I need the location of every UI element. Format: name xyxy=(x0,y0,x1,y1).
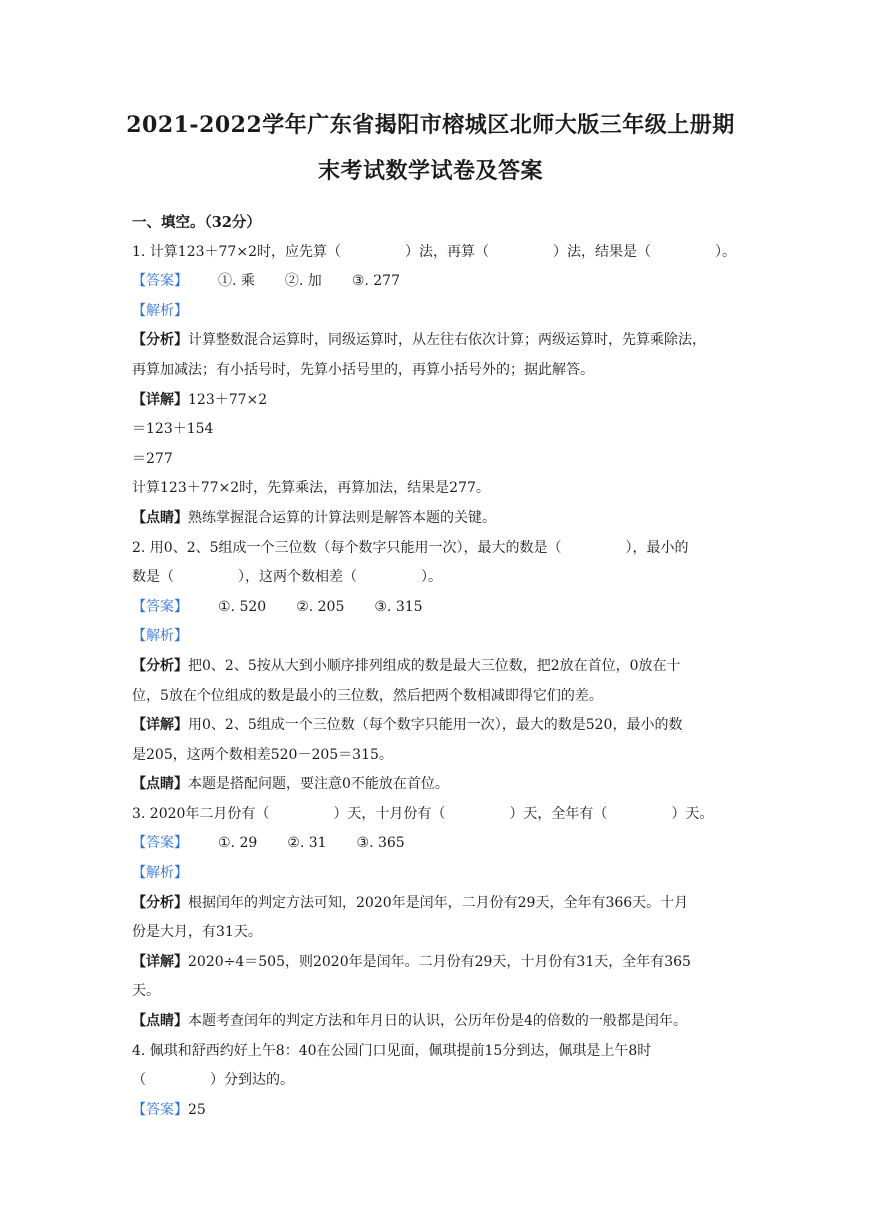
question-2-fenxi-cont: 位，5放在个位组成的数是最小的三位数，然后把两个数相减即得它们的差。 xyxy=(132,687,603,704)
question-1-comment: 【点睛】熟练掌握混合运算的计算法则是解答本题的关键。 xyxy=(132,509,496,526)
question-3-fenxi: 【分析】根据闰年的判定方法可知，2020年是闰年，二月份有29天，全年有366天。十月 xyxy=(132,894,689,911)
question-3-comment: 【点睛】本题考查闰年的判定方法和年月日的认识，公历年份是4的倍数的一般都是闰年。 xyxy=(132,1013,687,1030)
question-3-answer: 【答案】 ①. 29 ②. 31 ③. 365 xyxy=(132,835,405,852)
document-title xyxy=(120,102,741,194)
question-2-comment: 【点睛】本题是搭配问题，要注意0不能放在首位。 xyxy=(132,776,449,793)
analysis-tag: 【解析】 xyxy=(132,865,188,882)
question-4-stem-cont: （ ）分到达的。 xyxy=(132,1072,294,1089)
question-1-fenxi: 【分析】计算整数混合运算时，同级运算时，从左往右依次计算；两级运算时，先算乘除法， xyxy=(132,332,706,349)
question-4-answer: 【答案】25 xyxy=(132,1101,206,1118)
section-heading: 一、填空。（32分） xyxy=(132,214,261,231)
question-1-detail-conclusion: 计算123＋77×2时，先算乘法，再算加法，结果是277。 xyxy=(132,480,490,497)
question-2-fenxi: 【分析】把0、2、5按从大到小顺序排列组成的数是最大三位数，把2放在首位，0放在十 xyxy=(132,657,681,674)
title-line-2: 末考试数学试卷及答案 xyxy=(317,158,543,184)
question-4-stem: 4. 佩琪和舒西约好上午8：40在公园门口见面，佩琪提前15分到达，佩琪是上午8时 xyxy=(132,1042,652,1059)
question-2-detail: 【详解】用0、2、5组成一个三位数（每个数字只能用一次），最大的数是520，最小的数 xyxy=(132,717,683,734)
analysis-tag: 【解析】 xyxy=(132,628,188,645)
answer-tag: 【答案】 xyxy=(132,273,188,290)
question-3-detail-cont: 天。 xyxy=(132,983,160,1000)
question-3-fenxi-cont: 份是大月，有31天。 xyxy=(132,924,262,941)
analysis-tag: 【解析】 xyxy=(132,302,188,319)
question-2-stem-cont: 数是（ ），这两个数相差（ ）。 xyxy=(132,569,442,586)
question-1-fenxi-cont: 再算加减法；有小括号时，先算小括号里的，再算小括号外的；据此解答。 xyxy=(132,361,594,378)
question-1-detail: 【详解】123＋77×2 xyxy=(132,391,268,408)
question-2-detail-cont: 是205，这两个数相差520－205＝315。 xyxy=(132,746,393,763)
question-2-stem: 2. 用0、2、5组成一个三位数（每个数字只能用一次），最大的数是（ ），最小的 xyxy=(132,539,689,556)
title-line-1: 2021-2022学年广东省揭阳市榕城区北师大版三年级上册期 xyxy=(126,112,735,138)
question-3-stem: 3. 2020年二月份有（ ）天，十月份有（ ）天，全年有（ ）天。 xyxy=(132,805,714,822)
question-1-detail-step-3: ＝277 xyxy=(132,450,173,467)
question-1-stem: 1. 计算123＋77×2时，应先算（ ）法，再算（ ）法，结果是（ ）。 xyxy=(132,243,736,260)
question-3-detail: 【详解】2020÷4＝505，则2020年是闰年。二月份有29天，十月份有31天，全年有365 xyxy=(132,953,691,970)
question-2-answer: 【答案】 ①. 520 ②. 205 ③. 315 xyxy=(132,598,423,615)
question-1-answer: 【答案】 ①. 乘 ②. 加 ③. 277 xyxy=(132,273,400,290)
question-1-detail-step-2: ＝123＋154 xyxy=(132,421,214,438)
